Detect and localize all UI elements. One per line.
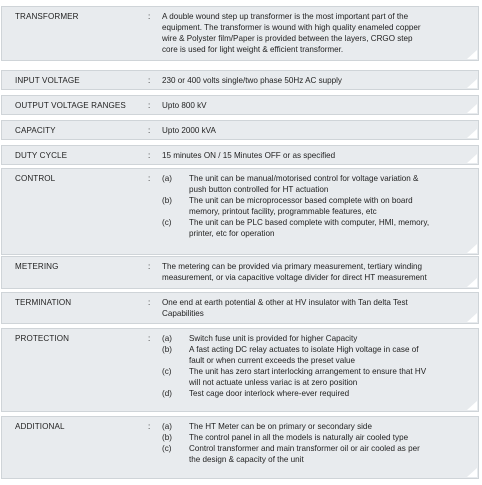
spec-label: INPUT VOLTAGE bbox=[15, 76, 80, 85]
value-line: The metering can be provided via primary measurement, tertiary winding bbox=[162, 262, 423, 271]
spec-label: TRANSFORMER bbox=[15, 12, 79, 21]
spec-label: DUTY CYCLE bbox=[15, 151, 68, 160]
spec-label: PROTECTION bbox=[15, 334, 70, 343]
spec-label: CONTROL bbox=[15, 174, 56, 183]
spec-row bbox=[1, 70, 479, 90]
value-line: The unit can be PLC based complete with computer, HMI, memory, bbox=[189, 218, 430, 228]
spec-label: CAPACITY bbox=[15, 126, 56, 135]
value-line: Test cage door interlock where-ever required bbox=[189, 389, 350, 399]
colon-separator: : bbox=[148, 12, 151, 21]
spec-label: OUTPUT VOLTAGE RANGES bbox=[15, 101, 126, 110]
spec-row bbox=[1, 256, 479, 289]
colon-separator: : bbox=[148, 298, 151, 307]
value-line: The unit can be manual/motorised control for voltage variation & bbox=[189, 174, 419, 183]
value-line: A fast acting DC relay actuates to isolate High voltage in case of bbox=[189, 345, 419, 355]
spec-row bbox=[1, 6, 479, 61]
value-line: Switch fuse unit is provided for higher Capacity bbox=[189, 334, 358, 343]
value-line: push button controlled for HT actuation bbox=[189, 185, 329, 195]
list-item bbox=[162, 344, 462, 366]
spec-row bbox=[1, 145, 479, 165]
list-item bbox=[162, 388, 462, 399]
list-item bbox=[162, 421, 462, 432]
item-marker: (c) bbox=[162, 218, 172, 228]
value-line: equipment. The transformer is wound with high quality enameled copper bbox=[162, 23, 421, 33]
spec-value bbox=[162, 297, 462, 319]
value-line: Upto 800 kV bbox=[162, 101, 207, 110]
spec-row bbox=[1, 328, 479, 412]
spec-label: ADDITIONAL bbox=[15, 422, 65, 431]
value-line: 15 minutes ON / 15 Minutes OFF or as specified bbox=[162, 151, 336, 160]
spec-row bbox=[1, 416, 479, 479]
spec-row bbox=[1, 95, 479, 115]
spec-row bbox=[1, 292, 479, 324]
item-marker: (a) bbox=[162, 174, 172, 183]
item-marker: (b) bbox=[162, 345, 172, 355]
value-line: memory, printout facility, programmable features, etc bbox=[189, 207, 377, 217]
spec-label: METERING bbox=[15, 262, 59, 271]
list-item bbox=[162, 217, 462, 239]
list-item bbox=[162, 333, 462, 344]
value-line: A double wound step up transformer is the most important part of the bbox=[162, 12, 409, 21]
value-line: The unit has zero start interlocking arrangement to ensure that HV bbox=[189, 367, 427, 377]
list-item bbox=[162, 173, 462, 195]
value-line: wire & Polyster film/Paper is provided between the layers, CRGO step bbox=[162, 34, 413, 44]
item-marker: (a) bbox=[162, 334, 172, 343]
colon-separator: : bbox=[148, 151, 151, 160]
colon-separator: : bbox=[148, 76, 151, 85]
item-marker: (b) bbox=[162, 433, 172, 443]
colon-separator: : bbox=[148, 334, 151, 343]
value-line: One end at earth potential & other at HV insulator with Tan delta Test bbox=[162, 298, 408, 307]
value-line: Capabilities bbox=[162, 309, 204, 319]
value-line: Control transformer and main transformer oil or air cooled as per bbox=[189, 444, 420, 454]
value-line: core is used for light weight & efficient transformer. bbox=[162, 45, 344, 55]
spec-row bbox=[1, 120, 479, 140]
value-line: The unit can be microprocessor based complete with on board bbox=[189, 196, 413, 206]
spec-value bbox=[162, 75, 462, 86]
colon-separator: : bbox=[148, 262, 151, 271]
colon-separator: : bbox=[148, 101, 151, 110]
value-line: Upto 2000 kVA bbox=[162, 126, 216, 135]
value-line: The control panel in all the models is naturally air cooled type bbox=[189, 433, 409, 443]
spec-value bbox=[162, 11, 462, 55]
list-item bbox=[162, 366, 462, 388]
spec-value bbox=[162, 125, 462, 136]
value-line: the design & capacity of the unit bbox=[189, 455, 304, 465]
list-item bbox=[162, 195, 462, 217]
spec-value bbox=[162, 100, 462, 111]
spec-value bbox=[162, 421, 462, 465]
item-marker: (d) bbox=[162, 389, 172, 399]
value-line: will not actuate unless variac is at zero position bbox=[189, 378, 358, 388]
spec-value bbox=[162, 173, 462, 240]
value-line: 230 or 400 volts single/two phase 50Hz AC supply bbox=[162, 76, 342, 85]
value-line: printer, etc for operation bbox=[189, 229, 275, 239]
spec-row bbox=[1, 168, 479, 255]
colon-separator: : bbox=[148, 174, 151, 183]
spec-value bbox=[162, 261, 462, 283]
spec-value bbox=[162, 333, 462, 400]
item-marker: (b) bbox=[162, 196, 172, 206]
spec-label: TERMINATION bbox=[15, 298, 72, 307]
colon-separator: : bbox=[148, 126, 151, 135]
item-marker: (c) bbox=[162, 367, 172, 377]
value-line: measurement, or via capacitive voltage divider for direct HT measurement bbox=[162, 273, 427, 283]
colon-separator: : bbox=[148, 422, 151, 431]
list-item bbox=[162, 432, 462, 443]
value-line: fault or when current exceeds the preset value bbox=[189, 356, 356, 366]
item-marker: (a) bbox=[162, 422, 172, 431]
list-item bbox=[162, 443, 462, 465]
value-line: The HT Meter can be on primary or secondary side bbox=[189, 422, 372, 431]
spec-value bbox=[162, 150, 462, 161]
item-marker: (c) bbox=[162, 444, 172, 454]
